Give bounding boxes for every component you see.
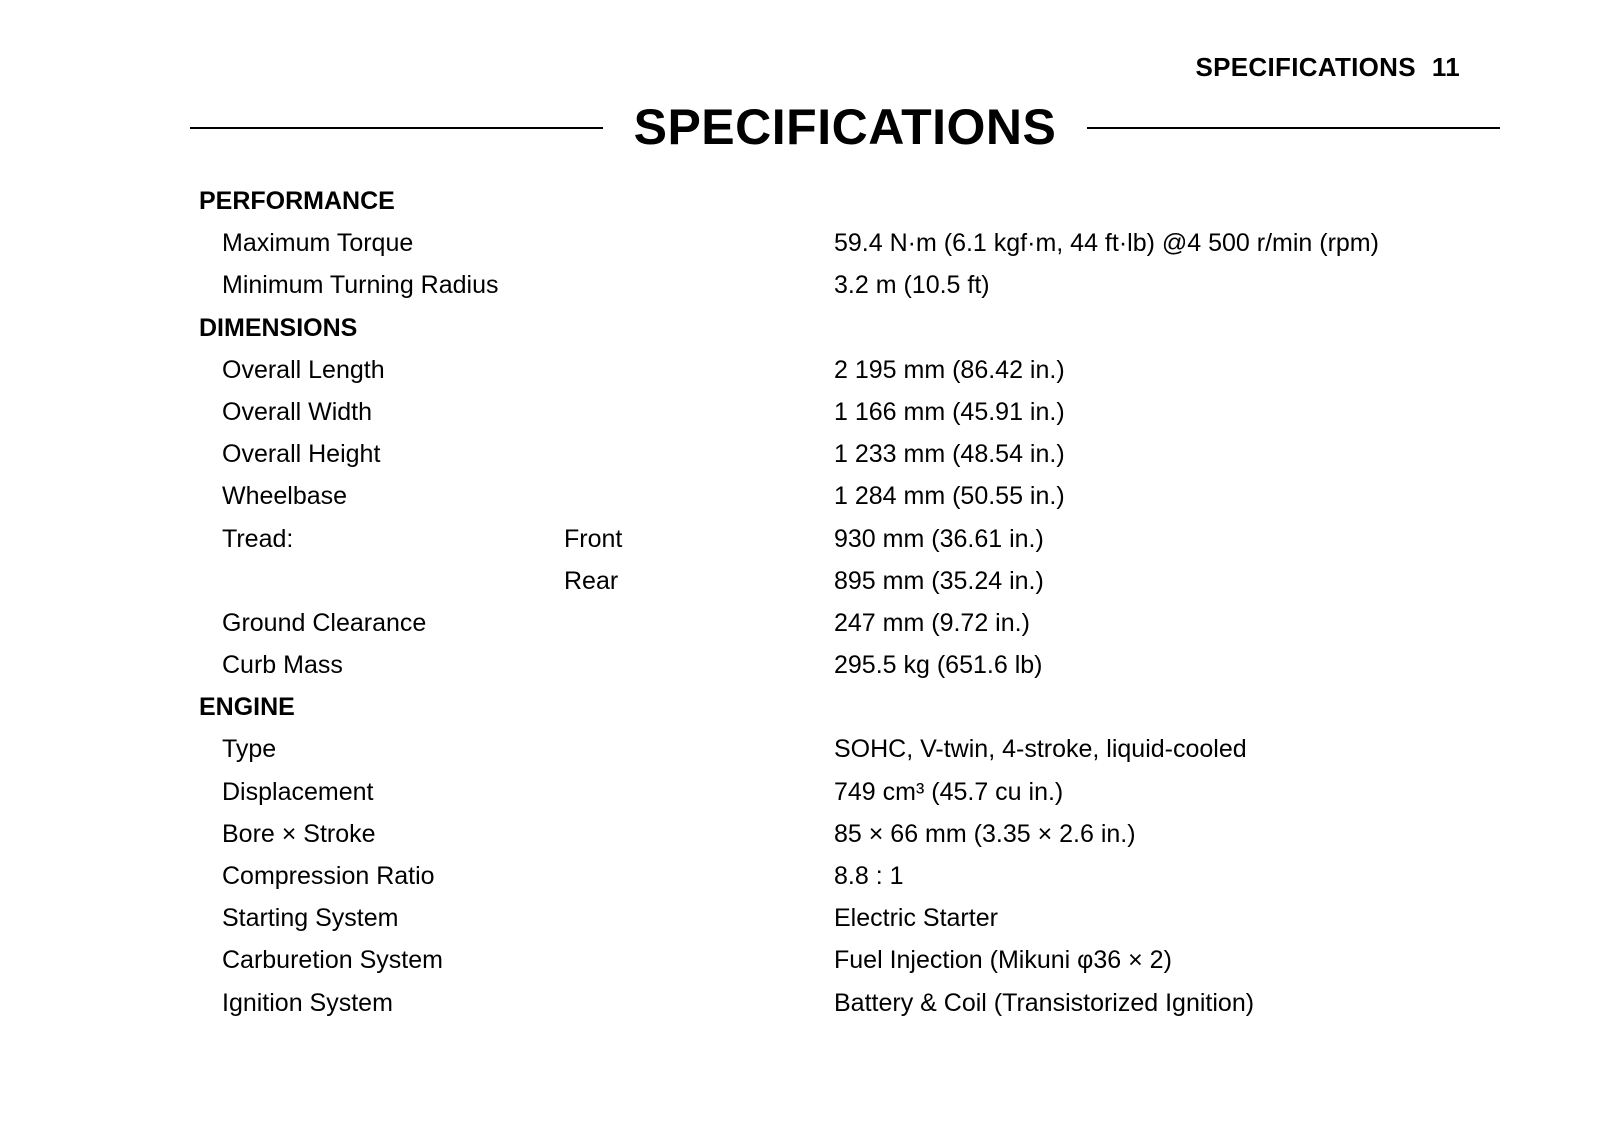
spec-label: Curb Mass [222, 651, 343, 680]
spec-row [199, 602, 1459, 644]
spec-row [199, 771, 1459, 813]
spec-value: 247 mm (9.72 in.) [834, 608, 1030, 637]
page-number: 11 [1431, 52, 1460, 82]
spec-row [199, 222, 1459, 264]
spec-row [199, 560, 1459, 602]
spec-value: 8.8 : 1 [834, 862, 904, 890]
page-title: SPECIFICATIONS [633, 99, 1057, 155]
spec-row [199, 475, 1459, 517]
spec-label: Type [222, 735, 277, 764]
title-rule-left [190, 127, 603, 129]
spec-row [199, 728, 1459, 770]
spec-label: Wheelbase [222, 482, 348, 511]
spec-label: Ignition System [222, 988, 393, 1017]
spec-value: SOHC, V-twin, 4-stroke, liquid-cooled [834, 735, 1247, 764]
spec-value: 895 mm (35.24 in.) [834, 566, 1044, 595]
spec-value: 930 mm (36.61 in.) [834, 524, 1044, 553]
section-title: DIMENSIONS [199, 313, 358, 342]
spec-label: Overall Height [222, 440, 381, 469]
spec-row [199, 982, 1459, 1024]
spec-value: Battery & Coil (Transistorized Ignition) [834, 988, 1255, 1017]
spec-value: 295.5 kg (651.6 lb) [834, 651, 1043, 680]
spec-row [199, 897, 1459, 939]
section-heading-engine [199, 686, 1459, 728]
spec-row [199, 391, 1459, 433]
spec-label: Carburetion System [222, 946, 443, 975]
spec-row [199, 264, 1459, 306]
spec-value: 749 cm³ (45.7 cu in.) [834, 777, 1064, 806]
spec-sublabel: Rear [564, 566, 619, 595]
spec-label: Bore × Stroke [222, 819, 376, 848]
spec-label: Starting System [222, 904, 399, 933]
spec-row [199, 855, 1459, 897]
spec-label: Tread: [222, 524, 294, 553]
spec-value: 1 166 mm (45.91 in.) [834, 397, 1065, 426]
spec-row [199, 644, 1459, 686]
running-header [1196, 52, 1461, 83]
spec-value: Electric Starter [834, 904, 998, 933]
spec-value: 2 195 mm (86.42 in.) [834, 355, 1065, 384]
section-title: PERFORMANCE [199, 187, 395, 215]
spec-value: Fuel Injection (Mikuni φ36 × 2) [834, 946, 1172, 975]
spec-label: Minimum Turning Radius [222, 271, 499, 300]
spec-value: 3.2 m (10.5 ft) [834, 271, 990, 300]
spec-value: 1 233 mm (48.54 in.) [834, 440, 1065, 469]
running-header-section: SPECIFICATIONS [1195, 52, 1416, 82]
title-row [190, 94, 1500, 160]
spec-row [199, 813, 1459, 855]
spec-value: 59.4 N·m (6.1 kgf·m, 44 ft·lb) @4 500 r/min (rpm) [834, 229, 1379, 258]
title-rule-right [1087, 127, 1500, 129]
section-heading-performance [199, 180, 1459, 222]
spec-value: 85 × 66 mm (3.35 × 2.6 in.) [834, 819, 1136, 848]
spec-label: Maximum Torque [222, 229, 414, 258]
spec-row [199, 518, 1459, 560]
spec-row [199, 939, 1459, 981]
section-heading-dimensions [199, 307, 1459, 349]
spec-label: Overall Width [222, 397, 373, 426]
spec-row [199, 433, 1459, 475]
spec-label: Overall Length [222, 355, 385, 384]
spec-label: Ground Clearance [222, 608, 427, 637]
spec-value: 1 284 mm (50.55 in.) [834, 482, 1065, 511]
spec-row [199, 349, 1459, 391]
section-title: ENGINE [199, 693, 295, 722]
spec-sublabel: Front [564, 524, 623, 553]
spec-label: Compression Ratio [222, 862, 435, 890]
spec-label: Displacement [222, 777, 374, 806]
spec-table [199, 180, 1459, 1024]
